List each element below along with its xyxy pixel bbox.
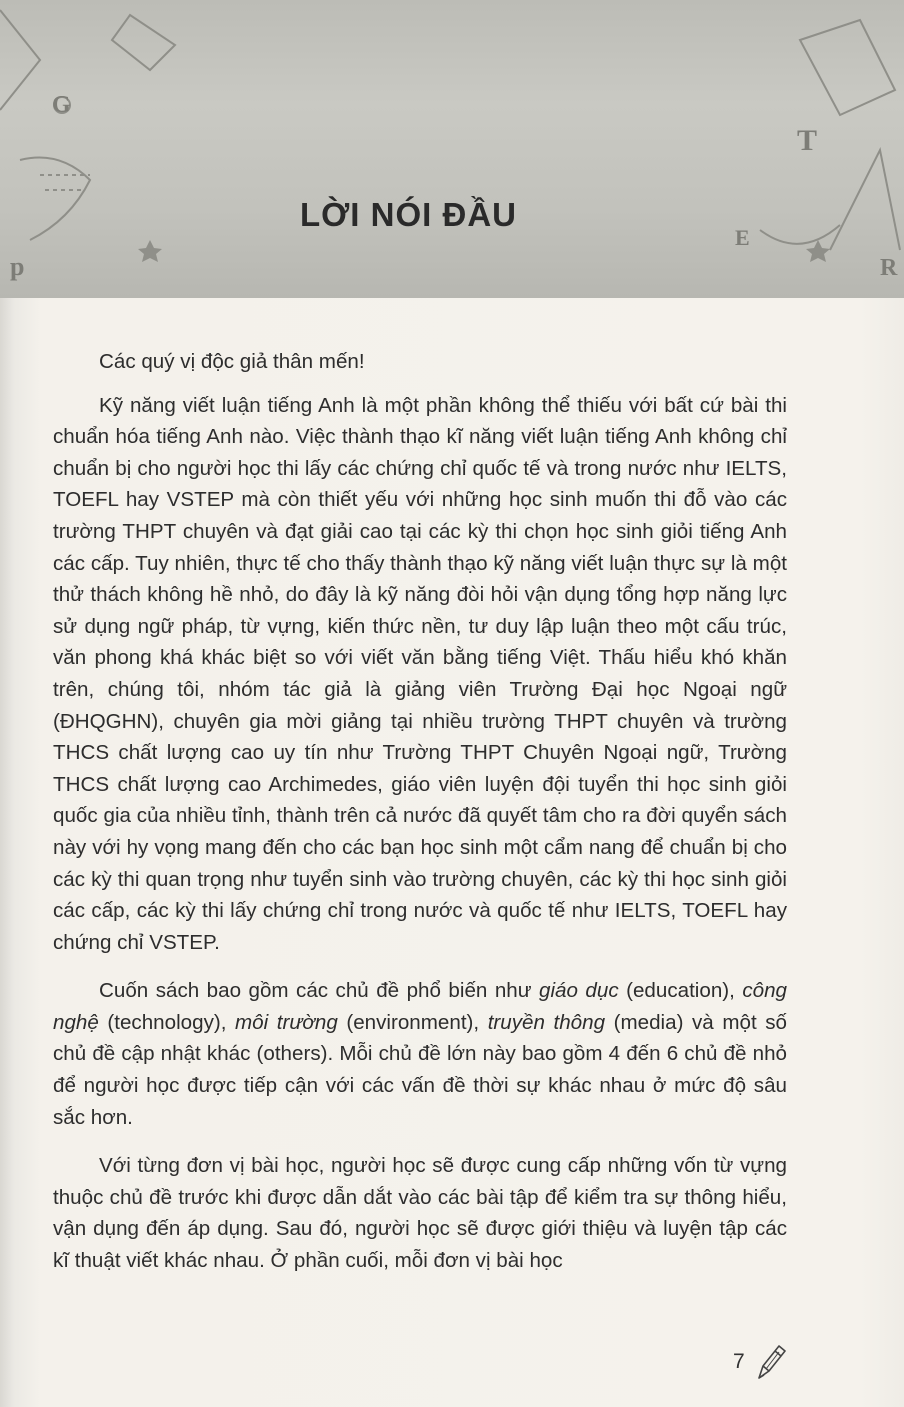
greeting-line: Các quý vị độc giả thân mến! <box>99 350 365 373</box>
triangle-doodle <box>830 150 900 250</box>
svg-text:E: E <box>735 225 750 250</box>
svg-text:p: p <box>10 252 25 281</box>
svg-text:R: R <box>880 255 898 281</box>
decorative-doodles <box>0 0 904 298</box>
svg-text:T: T <box>797 124 818 157</box>
topic-media: truyền thông <box>487 1010 606 1034</box>
topic-education: giáo dục <box>539 979 619 1003</box>
paragraph-2: Cuốn sách bao gồm các chủ đề phổ biến như giáo dục (education), công nghệ (technology), môi trường (environment), truyền thông (media) và một số chủ đề cập nhật khác (others). Mỗi chủ đề lớn này bao gồm 4 đến 6 chủ đề nhỏ để người học được tiếp cận với các vấn đề thời sự khác nhau ở mức độ sâu sắc hơn. <box>53 979 787 1129</box>
kite-doodle <box>112 15 175 70</box>
pencil-icon <box>755 1342 787 1382</box>
topic-environment: môi trường <box>235 1010 338 1034</box>
star-icon <box>806 240 830 262</box>
paragraph-3: Với từng đơn vị bài học, người học sẽ được cung cấp những vốn từ vựng thuộc chủ đề trước khi được dẫn dắt vào các bài tập để kiểm tra sự thông hiểu, vận dụng đến áp dụng. Sau đó, người học sẽ được giới thiệu và luyện tập các kĩ thuật viết khác nhau. Ở phần cuối, mỗi đơn vị bài học <box>53 1154 787 1273</box>
svg-text:G: G <box>52 92 71 118</box>
header-band <box>0 0 904 298</box>
swirl-doodle <box>20 158 90 241</box>
body-text <box>53 346 787 1294</box>
page-footer <box>733 1342 787 1382</box>
topic-technology: công nghệ <box>53 979 787 1034</box>
page-title: LỜI NÓI ĐẦU <box>300 196 517 233</box>
paragraph-1: Kỹ năng viết luận tiếng Anh là một phần không thể thiếu với bất cứ bài thi chuẩn hóa tiếng Anh nào. Việc thành thạo kĩ năng viết luận tiếng Anh không chỉ chuẩn bị cho người học thi lấy các chứng chỉ quốc tế và trong nước như IELTS, TOEFL hay VSTEP mà còn thiết yếu với những học sinh muốn thi đỗ vào các trường THPT chuyên và đạt giải cao tại các kỳ thi chọn học sinh giỏi tiếng Anh các cấp. Tuy nhiên, thực tế cho thấy thành thạo kỹ năng viết luận thực sự là một thử thách không hề nhỏ, do đây là kỹ năng đòi hỏi vận dụng tổng hợp năng lực sử dụng ngữ pháp, từ vựng, kiến thức nền, tư duy lập luận theo một cấu trúc, văn phong khá khác biệt so với viết văn bằng tiếng Việt. Thấu hiểu khó khăn trên, chúng tôi, nhóm tác giả là giảng viên Trường Đại học Ngoại ngữ (ĐHQGHN), chuyên gia mời giảng tại nhiều trường THPT chuyên và trường THCS chất lượng cao uy tín như Trường THPT Chuyên Ngoại ngữ, Trường THCS chất lượng cao Archimedes, giáo viên luyện đội tuyển thi học sinh giỏi quốc gia của nhiều tỉnh, thành trên cả nước đã quyết tâm cho ra đời quyển sách này với hy vọng mang đến cho các bạn học sinh một cẩm nang để chuẩn bị cho các kỳ thi quan trọng như tuyển sinh vào trường chuyên, các kỳ thi học sinh giỏi các cấp, các kỳ thi lấy chứng chỉ trong nước và quốc tế như IELTS, TOEFL hay chứng chỉ VSTEP. <box>53 393 787 954</box>
paper-plane-doodle <box>0 10 40 110</box>
star-icon <box>138 240 162 262</box>
book-doodle <box>800 20 895 115</box>
page-number: 7 <box>733 1350 745 1373</box>
bowl-doodle <box>760 225 840 244</box>
